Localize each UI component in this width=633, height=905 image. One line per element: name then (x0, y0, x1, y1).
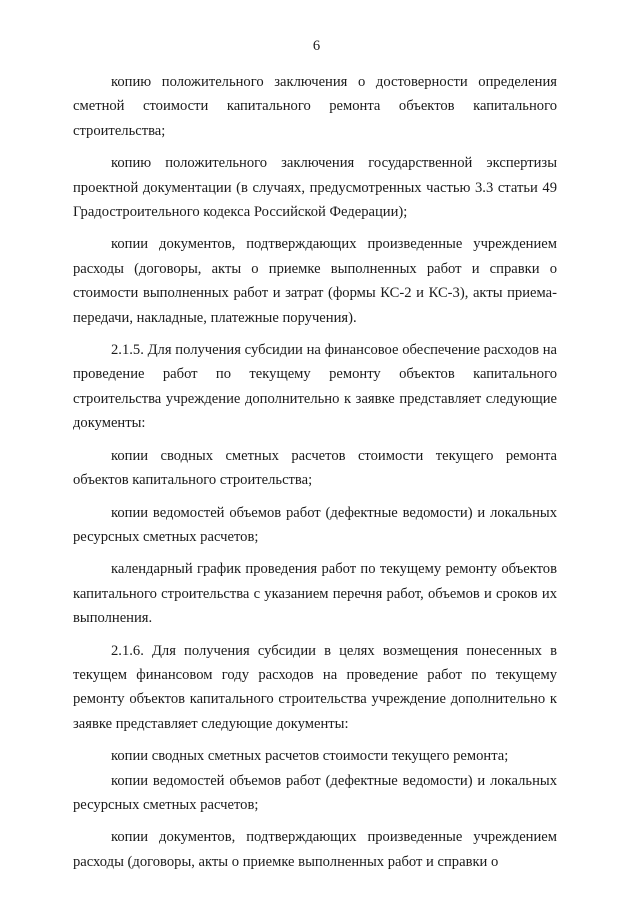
paragraph-4-section-2-1-5: 2.1.5. Для получения субсидии на финансовое обеспечение расходов на проведение работ по текущему ремонту объектов капитального строительства учреждение дополнительно к заявке представляет следующие документы: (73, 342, 557, 432)
paragraph-9: копии сводных сметных расчетов стоимости текущего ремонта; (111, 748, 509, 765)
document-body (73, 70, 557, 882)
paragraph-2: копию положительного заключения государственной экспертизы проектной документации (в случаях, предусмотренных частью 3.3 статьи 49 Градостроительного кодекса Российской Федерации); (73, 155, 557, 221)
paragraph-5: копии сводных сметных расчетов стоимости текущего ремонта объектов капитального строительства; (73, 447, 557, 489)
paragraph-11: копии документов, подтверждающих произведенные учреждением расходы (договоры, акты о приемке выполненных работ и справки о (73, 829, 557, 870)
paragraph-7: календарный график проведения работ по текущему ремонту объектов капитального строительства с указанием перечня работ, объемов и сроков их выполнения. (73, 561, 557, 627)
paragraph-3: копии документов, подтверждающих произведенные учреждением расходы (договоры, акты о приемке выполненных работ и справки о стоимости выполненных работ и затрат (формы КС-2 и КС-3), акты приема-передачи, накладные, платежные поручения). (73, 236, 557, 326)
paragraph-1: копию положительного заключения о достоверности определения сметной стоимости капитального ремонта объектов капитального строительства; (73, 74, 557, 139)
paragraph-10: копии ведомостей объемов работ (дефектные ведомости) и локальных ресурсных сметных расчетов; (73, 772, 557, 813)
paragraph-6: копии ведомостей объемов работ (дефектные ведомости) и локальных ресурсных сметных расчетов; (73, 504, 557, 545)
paragraph-8-section-2-1-6: 2.1.6. Для получения субсидии в целях возмещения понесенных в текущем финансовом году расходов на проведение работ по текущему ремонту объектов капитального строительства учреждение дополнительно к заявке представляет следующие документы: (73, 642, 557, 732)
page-number: 6 (312, 38, 321, 54)
